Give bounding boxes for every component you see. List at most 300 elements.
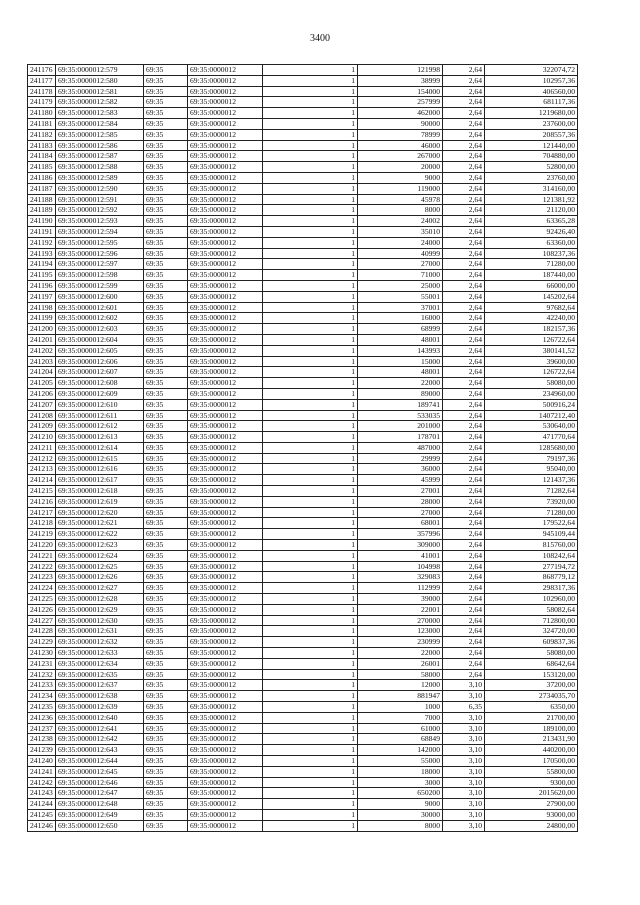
cadastral-number-cell: 69:35:0000012:611: [56, 410, 144, 421]
cadastral-number-cell: 69:35:0000012:613: [56, 432, 144, 443]
cadastral-quarter-cell: 69:35:0000012: [188, 496, 263, 507]
row-number-cell: 241228: [28, 626, 56, 637]
area-cell: 178701: [358, 432, 443, 443]
count-cell: 1: [263, 766, 358, 777]
cadastral-value-cell: 27900,00: [485, 799, 578, 810]
cadastral-number-cell: 69:35:0000012:642: [56, 734, 144, 745]
specific-value-cell: 2,64: [443, 129, 485, 140]
specific-value-cell: 2,64: [443, 183, 485, 194]
area-cell: 22000: [358, 378, 443, 389]
row-number-cell: 241193: [28, 248, 56, 259]
specific-value-cell: 2,64: [443, 507, 485, 518]
count-cell: 1: [263, 788, 358, 799]
row-number-cell: 241192: [28, 237, 56, 248]
count-cell: 1: [263, 604, 358, 615]
cadastral-quarter-cell: 69:35:0000012: [188, 140, 263, 151]
cadastral-value-cell: 71282,64: [485, 486, 578, 497]
row-number-cell: 241233: [28, 680, 56, 691]
cadastral-number-cell: 69:35:0000012:596: [56, 248, 144, 259]
table-row: [28, 464, 578, 475]
table-row: [28, 345, 578, 356]
area-cell: 119000: [358, 183, 443, 194]
row-number-cell: 241185: [28, 162, 56, 173]
specific-value-cell: 3,10: [443, 766, 485, 777]
row-number-cell: 241238: [28, 734, 56, 745]
cadastral-number-cell: 69:35:0000012:624: [56, 550, 144, 561]
cadastral-number-cell: 69:35:0000012:604: [56, 334, 144, 345]
cadastral-quarter-cell: 69:35:0000012: [188, 356, 263, 367]
area-cell: 28000: [358, 496, 443, 507]
area-cell: 38999: [358, 75, 443, 86]
table-row: [28, 334, 578, 345]
specific-value-cell: 2,64: [443, 86, 485, 97]
table-row: [28, 820, 578, 831]
table-body: [28, 65, 578, 832]
area-cell: 45999: [358, 475, 443, 486]
area-cell: 89000: [358, 388, 443, 399]
count-cell: 1: [263, 442, 358, 453]
cadastral-number-cell: 69:35:0000012:644: [56, 756, 144, 767]
table-row: [28, 367, 578, 378]
area-cell: 25000: [358, 280, 443, 291]
cadastral-value-cell: 945109,44: [485, 529, 578, 540]
specific-value-cell: 2,64: [443, 540, 485, 551]
row-number-cell: 241198: [28, 302, 56, 313]
count-cell: 1: [263, 583, 358, 594]
cadastral-value-cell: 63365,28: [485, 216, 578, 227]
cadastral-quarter-cell: 69:35:0000012: [188, 561, 263, 572]
district-cell: 69:35: [144, 378, 188, 389]
district-cell: 69:35: [144, 280, 188, 291]
cadastral-value-cell: 324720,00: [485, 626, 578, 637]
table-row: [28, 270, 578, 281]
count-cell: 1: [263, 799, 358, 810]
district-cell: 69:35: [144, 583, 188, 594]
cadastral-quarter-cell: 69:35:0000012: [188, 324, 263, 335]
table-row: [28, 205, 578, 216]
district-cell: 69:35: [144, 205, 188, 216]
district-cell: 69:35: [144, 162, 188, 173]
cadastral-quarter-cell: 69:35:0000012: [188, 270, 263, 281]
specific-value-cell: 2,64: [443, 475, 485, 486]
row-number-cell: 241195: [28, 270, 56, 281]
area-cell: 24000: [358, 237, 443, 248]
count-cell: 1: [263, 680, 358, 691]
row-number-cell: 241176: [28, 65, 56, 76]
area-cell: 357996: [358, 529, 443, 540]
cadastral-quarter-cell: 69:35:0000012: [188, 205, 263, 216]
cadastral-quarter-cell: 69:35:0000012: [188, 745, 263, 756]
row-number-cell: 241241: [28, 766, 56, 777]
area-cell: 39000: [358, 594, 443, 605]
district-cell: 69:35: [144, 140, 188, 151]
area-cell: 3000: [358, 777, 443, 788]
district-cell: 69:35: [144, 108, 188, 119]
count-cell: 1: [263, 594, 358, 605]
district-cell: 69:35: [144, 291, 188, 302]
cadastral-number-cell: 69:35:0000012:588: [56, 162, 144, 173]
table-row: [28, 594, 578, 605]
page-number: 3400: [310, 33, 330, 44]
specific-value-cell: 2,64: [443, 486, 485, 497]
cadastral-number-cell: 69:35:0000012:615: [56, 453, 144, 464]
district-cell: 69:35: [144, 723, 188, 734]
row-number-cell: 241203: [28, 356, 56, 367]
count-cell: 1: [263, 367, 358, 378]
specific-value-cell: 2,64: [443, 216, 485, 227]
cadastral-value-cell: 63360,00: [485, 237, 578, 248]
cadastral-value-cell: 102960,00: [485, 594, 578, 605]
count-cell: 1: [263, 108, 358, 119]
specific-value-cell: 3,10: [443, 745, 485, 756]
cadastral-value-table: [27, 64, 578, 832]
count-cell: 1: [263, 129, 358, 140]
area-cell: 22000: [358, 648, 443, 659]
district-cell: 69:35: [144, 388, 188, 399]
district-cell: 69:35: [144, 194, 188, 205]
cadastral-number-cell: 69:35:0000012:590: [56, 183, 144, 194]
count-cell: 1: [263, 345, 358, 356]
table-row: [28, 356, 578, 367]
cadastral-number-cell: 69:35:0000012:591: [56, 194, 144, 205]
row-number-cell: 241186: [28, 172, 56, 183]
count-cell: 1: [263, 507, 358, 518]
cadastral-quarter-cell: 69:35:0000012: [188, 172, 263, 183]
specific-value-cell: 2,64: [443, 75, 485, 86]
district-cell: 69:35: [144, 475, 188, 486]
district-cell: 69:35: [144, 799, 188, 810]
count-cell: 1: [263, 529, 358, 540]
cadastral-quarter-cell: 69:35:0000012: [188, 550, 263, 561]
row-number-cell: 241224: [28, 583, 56, 594]
district-cell: 69:35: [144, 658, 188, 669]
area-cell: 24002: [358, 216, 443, 227]
specific-value-cell: 2,64: [443, 658, 485, 669]
cadastral-value-cell: 21120,00: [485, 205, 578, 216]
specific-value-cell: 2,64: [443, 270, 485, 281]
row-number-cell: 241245: [28, 809, 56, 820]
specific-value-cell: 2,64: [443, 334, 485, 345]
area-cell: 12000: [358, 680, 443, 691]
cadastral-value-cell: 237600,00: [485, 118, 578, 129]
cadastral-quarter-cell: 69:35:0000012: [188, 345, 263, 356]
row-number-cell: 241232: [28, 669, 56, 680]
cadastral-value-cell: 9300,00: [485, 777, 578, 788]
cadastral-number-cell: 69:35:0000012:612: [56, 421, 144, 432]
specific-value-cell: 2,64: [443, 194, 485, 205]
district-cell: 69:35: [144, 313, 188, 324]
specific-value-cell: 3,10: [443, 680, 485, 691]
specific-value-cell: 2,64: [443, 464, 485, 475]
row-number-cell: 241215: [28, 486, 56, 497]
area-cell: 68001: [358, 518, 443, 529]
table-row: [28, 216, 578, 227]
count-cell: 1: [263, 486, 358, 497]
cadastral-value-cell: 234960,00: [485, 388, 578, 399]
count-cell: 1: [263, 453, 358, 464]
area-cell: 90000: [358, 118, 443, 129]
count-cell: 1: [263, 669, 358, 680]
cadastral-quarter-cell: 69:35:0000012: [188, 378, 263, 389]
cadastral-value-cell: 530640,00: [485, 421, 578, 432]
table-row: [28, 648, 578, 659]
area-cell: 40999: [358, 248, 443, 259]
row-number-cell: 241226: [28, 604, 56, 615]
specific-value-cell: 2,64: [443, 172, 485, 183]
cadastral-number-cell: 69:35:0000012:643: [56, 745, 144, 756]
area-cell: 154000: [358, 86, 443, 97]
cadastral-quarter-cell: 69:35:0000012: [188, 259, 263, 270]
cadastral-number-cell: 69:35:0000012:585: [56, 129, 144, 140]
table-row: [28, 129, 578, 140]
cadastral-value-cell: 153120,00: [485, 669, 578, 680]
specific-value-cell: 3,10: [443, 712, 485, 723]
area-cell: 36000: [358, 464, 443, 475]
row-number-cell: 241206: [28, 388, 56, 399]
count-cell: 1: [263, 151, 358, 162]
table-row: [28, 658, 578, 669]
area-cell: 7000: [358, 712, 443, 723]
row-number-cell: 241207: [28, 399, 56, 410]
specific-value-cell: 3,10: [443, 723, 485, 734]
area-cell: 35010: [358, 226, 443, 237]
table-row: [28, 97, 578, 108]
cadastral-value-cell: 2734035,70: [485, 691, 578, 702]
district-cell: 69:35: [144, 766, 188, 777]
count-cell: 1: [263, 702, 358, 713]
cadastral-value-cell: 6350,00: [485, 702, 578, 713]
cadastral-quarter-cell: 69:35:0000012: [188, 194, 263, 205]
table-row: [28, 172, 578, 183]
area-cell: 20000: [358, 162, 443, 173]
table-row: [28, 453, 578, 464]
district-cell: 69:35: [144, 561, 188, 572]
row-number-cell: 241216: [28, 496, 56, 507]
row-number-cell: 241222: [28, 561, 56, 572]
row-number-cell: 241221: [28, 550, 56, 561]
cadastral-quarter-cell: 69:35:0000012: [188, 399, 263, 410]
district-cell: 69:35: [144, 691, 188, 702]
specific-value-cell: 2,64: [443, 421, 485, 432]
cadastral-quarter-cell: 69:35:0000012: [188, 702, 263, 713]
cadastral-quarter-cell: 69:35:0000012: [188, 529, 263, 540]
table-row: [28, 604, 578, 615]
specific-value-cell: 2,64: [443, 108, 485, 119]
area-cell: 78999: [358, 129, 443, 140]
specific-value-cell: 3,10: [443, 734, 485, 745]
cadastral-value-cell: 68642,64: [485, 658, 578, 669]
cadastral-number-cell: 69:35:0000012:584: [56, 118, 144, 129]
cadastral-number-cell: 69:35:0000012:598: [56, 270, 144, 281]
row-number-cell: 241197: [28, 291, 56, 302]
cadastral-value-cell: 121437,36: [485, 475, 578, 486]
cadastral-number-cell: 69:35:0000012:583: [56, 108, 144, 119]
table-row: [28, 118, 578, 129]
area-cell: 29999: [358, 453, 443, 464]
cadastral-number-cell: 69:35:0000012:603: [56, 324, 144, 335]
row-number-cell: 241183: [28, 140, 56, 151]
cadastral-quarter-cell: 69:35:0000012: [188, 334, 263, 345]
district-cell: 69:35: [144, 324, 188, 335]
district-cell: 69:35: [144, 712, 188, 723]
cadastral-quarter-cell: 69:35:0000012: [188, 118, 263, 129]
cadastral-value-cell: 126722,64: [485, 367, 578, 378]
area-cell: 9000: [358, 172, 443, 183]
district-cell: 69:35: [144, 226, 188, 237]
count-cell: 1: [263, 550, 358, 561]
cadastral-number-cell: 69:35:0000012:616: [56, 464, 144, 475]
row-number-cell: 241234: [28, 691, 56, 702]
cadastral-value-cell: 145202,64: [485, 291, 578, 302]
district-cell: 69:35: [144, 507, 188, 518]
cadastral-quarter-cell: 69:35:0000012: [188, 302, 263, 313]
cadastral-number-cell: 69:35:0000012:637: [56, 680, 144, 691]
area-cell: 104998: [358, 561, 443, 572]
row-number-cell: 241236: [28, 712, 56, 723]
cadastral-quarter-cell: 69:35:0000012: [188, 669, 263, 680]
count-cell: 1: [263, 86, 358, 97]
count-cell: 1: [263, 637, 358, 648]
district-cell: 69:35: [144, 118, 188, 129]
table-row: [28, 756, 578, 767]
table-row: [28, 572, 578, 583]
row-number-cell: 241184: [28, 151, 56, 162]
table-row: [28, 280, 578, 291]
cadastral-value-cell: 73920,00: [485, 496, 578, 507]
specific-value-cell: 2,64: [443, 442, 485, 453]
district-cell: 69:35: [144, 809, 188, 820]
cadastral-number-cell: 69:35:0000012:617: [56, 475, 144, 486]
cadastral-number-cell: 69:35:0000012:648: [56, 799, 144, 810]
cadastral-number-cell: 69:35:0000012:645: [56, 766, 144, 777]
table-row: [28, 788, 578, 799]
area-cell: 650200: [358, 788, 443, 799]
specific-value-cell: 2,64: [443, 518, 485, 529]
count-cell: 1: [263, 75, 358, 86]
cadastral-quarter-cell: 69:35:0000012: [188, 183, 263, 194]
specific-value-cell: 6,35: [443, 702, 485, 713]
district-cell: 69:35: [144, 86, 188, 97]
area-cell: 45978: [358, 194, 443, 205]
district-cell: 69:35: [144, 345, 188, 356]
table-row: [28, 745, 578, 756]
count-cell: 1: [263, 410, 358, 421]
count-cell: 1: [263, 183, 358, 194]
specific-value-cell: 2,64: [443, 432, 485, 443]
district-cell: 69:35: [144, 604, 188, 615]
area-cell: 270000: [358, 615, 443, 626]
district-cell: 69:35: [144, 486, 188, 497]
row-number-cell: 241189: [28, 205, 56, 216]
district-cell: 69:35: [144, 594, 188, 605]
specific-value-cell: 2,64: [443, 637, 485, 648]
area-cell: 27000: [358, 507, 443, 518]
table-row: [28, 799, 578, 810]
cadastral-quarter-cell: 69:35:0000012: [188, 248, 263, 259]
specific-value-cell: 3,10: [443, 756, 485, 767]
area-cell: 230999: [358, 637, 443, 648]
cadastral-value-cell: 1285680,00: [485, 442, 578, 453]
cadastral-number-cell: 69:35:0000012:622: [56, 529, 144, 540]
count-cell: 1: [263, 777, 358, 788]
district-cell: 69:35: [144, 97, 188, 108]
cadastral-number-cell: 69:35:0000012:649: [56, 809, 144, 820]
count-cell: 1: [263, 648, 358, 659]
table-row: [28, 723, 578, 734]
table-row: [28, 432, 578, 443]
specific-value-cell: 2,64: [443, 356, 485, 367]
area-cell: 46000: [358, 140, 443, 151]
cadastral-value-cell: 170500,00: [485, 756, 578, 767]
table-row: [28, 399, 578, 410]
cadastral-number-cell: 69:35:0000012:606: [56, 356, 144, 367]
row-number-cell: 241242: [28, 777, 56, 788]
count-cell: 1: [263, 162, 358, 173]
cadastral-quarter-cell: 69:35:0000012: [188, 453, 263, 464]
specific-value-cell: 2,64: [443, 561, 485, 572]
district-cell: 69:35: [144, 334, 188, 345]
count-cell: 1: [263, 324, 358, 335]
district-cell: 69:35: [144, 540, 188, 551]
area-cell: 462000: [358, 108, 443, 119]
count-cell: 1: [263, 518, 358, 529]
cadastral-quarter-cell: 69:35:0000012: [188, 594, 263, 605]
table-row: [28, 475, 578, 486]
specific-value-cell: 2,64: [443, 529, 485, 540]
count-cell: 1: [263, 172, 358, 183]
table-row: [28, 259, 578, 270]
specific-value-cell: 2,64: [443, 594, 485, 605]
row-number-cell: 241229: [28, 637, 56, 648]
count-cell: 1: [263, 118, 358, 129]
district-cell: 69:35: [144, 550, 188, 561]
area-cell: 26001: [358, 658, 443, 669]
table-row: [28, 637, 578, 648]
specific-value-cell: 2,64: [443, 615, 485, 626]
table-row: [28, 712, 578, 723]
table-row: [28, 194, 578, 205]
area-cell: 487000: [358, 442, 443, 453]
row-number-cell: 241240: [28, 756, 56, 767]
cadastral-number-cell: 69:35:0000012:628: [56, 594, 144, 605]
district-cell: 69:35: [144, 788, 188, 799]
table-row: [28, 378, 578, 389]
cadastral-value-cell: 298317,36: [485, 583, 578, 594]
specific-value-cell: 2,64: [443, 259, 485, 270]
row-number-cell: 241201: [28, 334, 56, 345]
cadastral-quarter-cell: 69:35:0000012: [188, 280, 263, 291]
specific-value-cell: 2,64: [443, 583, 485, 594]
table-row: [28, 615, 578, 626]
district-cell: 69:35: [144, 518, 188, 529]
count-cell: 1: [263, 226, 358, 237]
row-number-cell: 241181: [28, 118, 56, 129]
table-row: [28, 561, 578, 572]
table-row: [28, 324, 578, 335]
cadastral-value-cell: 58082,64: [485, 604, 578, 615]
cadastral-value-cell: 58080,00: [485, 378, 578, 389]
row-number-cell: 241231: [28, 658, 56, 669]
district-cell: 69:35: [144, 820, 188, 831]
area-cell: 533035: [358, 410, 443, 421]
count-cell: 1: [263, 259, 358, 270]
specific-value-cell: 3,10: [443, 799, 485, 810]
row-number-cell: 241208: [28, 410, 56, 421]
area-cell: 123000: [358, 626, 443, 637]
count-cell: 1: [263, 756, 358, 767]
cadastral-quarter-cell: 69:35:0000012: [188, 540, 263, 551]
table-row: [28, 291, 578, 302]
